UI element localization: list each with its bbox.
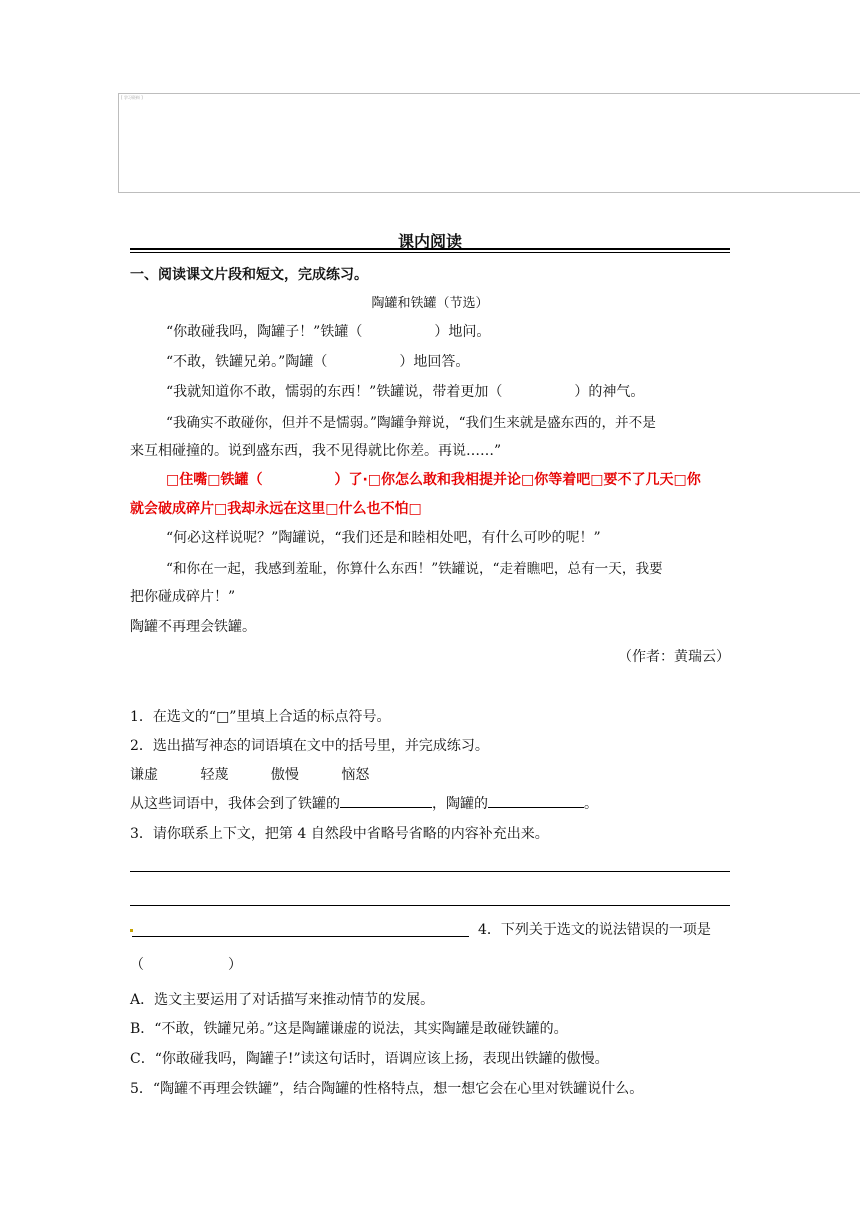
word-choices <box>130 764 730 784</box>
paragraph-1-a: “你敢碰我吗，陶罐子！”铁罐（ <box>166 324 363 340</box>
section-heading: 一、阅读课文片段和短文，完成练习。 <box>130 267 368 283</box>
question-4: 4．下列关于选文的说法错误的一项是 <box>478 922 711 938</box>
answer-blank-2[interactable] <box>488 794 584 808</box>
paragraph-1-b: ）地问。 <box>434 324 491 340</box>
passage-title: 陶罐和铁罐（节选） <box>371 296 489 311</box>
question-5: 5．“陶罐不再理会铁罐”，结合陶罐的性格特点，想一想它会在心里对铁罐说什么。 <box>130 1081 644 1097</box>
paragraph-2 <box>130 351 730 371</box>
question-1: 1．在选文的“□”里填上合适的标点符号。 <box>130 709 391 725</box>
page-title-text: 课内阅读 <box>397 232 462 251</box>
answer-line-3[interactable] <box>132 936 469 937</box>
question-2-fill <box>130 793 730 813</box>
paragraph-3-a: “我就知道你不敢，懦弱的东西！”铁罐说，带着更加（ <box>166 384 503 400</box>
option-b: B．“不敢，铁罐兄弟。”这是陶罐谦虚的说法，其实陶罐是敢碰铁罐的。 <box>130 1021 568 1037</box>
paragraph-7-line-2: 把你碰成碎片！” <box>130 589 236 605</box>
answer-line-1[interactable] <box>130 871 730 872</box>
word-choice: 轻蔑 <box>200 767 229 783</box>
red-paragraph-line-2: 就会破成碎片□我却永远在这里□什么也不怕□ <box>130 501 422 517</box>
paragraph-4-line-1: “我确实不敢碰你，但并不是懦弱。”陶罐争辩说，“我们生来就是盛东西的，并不是 <box>166 415 656 431</box>
author-line: （作者：黄瑞云） <box>618 649 730 665</box>
word-choice: 谦虚 <box>130 767 158 783</box>
paragraph-4-line-2: 来互相碰撞的。说到盛东西，我不见得就比你差。再说……” <box>130 443 502 459</box>
red-paragraph-1a: □住嘴□铁罐（ <box>166 472 263 488</box>
paragraph-2-a: “不敢，铁罐兄弟。”陶罐（ <box>166 354 328 370</box>
marker-dot <box>130 929 133 932</box>
question-2-fill-b: ，陶罐的 <box>432 796 488 812</box>
word-choice: 恼怒 <box>341 767 370 783</box>
question-4-paren[interactable]: （ ） <box>130 957 242 973</box>
header-box <box>118 93 860 193</box>
header-note: [ 学习资料 ] <box>121 95 143 100</box>
question-2-fill-a: 从这些词语中，我体会到了铁罐的 <box>130 796 340 812</box>
answer-blank-1[interactable] <box>340 794 432 808</box>
paragraph-1 <box>130 321 730 341</box>
question-2: 2．选出描写神态的词语填在文中的括号里，并完成练习。 <box>130 738 489 754</box>
red-paragraph-1b: ）了·□你怎么敢和我相提并论□你等着吧□要不了几天□你 <box>334 472 701 488</box>
paragraph-8: 陶罐不再理会铁罐。 <box>130 619 256 635</box>
word-choice: 傲慢 <box>270 767 299 783</box>
question-2-fill-c: 。 <box>584 796 598 812</box>
question-3: 3．请你联系上下文，把第 4 自然段中省略号省略的内容补充出来。 <box>130 826 549 842</box>
paragraph-7-line-1: “和你在一起，我感到羞耻，你算什么东西！”铁罐说，“走着瞧吧，总有一天，我要 <box>166 561 663 577</box>
paragraph-3 <box>130 381 730 401</box>
red-paragraph-line-1 <box>130 469 730 489</box>
answer-line-2[interactable] <box>130 905 730 906</box>
title-rule-thick <box>130 248 730 250</box>
paragraph-2-b: ）地回答。 <box>399 354 470 370</box>
paragraph-6: “何必这样说呢？”陶罐说，“我们还是和睦相处吧，有什么可吵的呢！” <box>166 530 601 546</box>
option-c: C．“你敢碰我吗，陶罐子!”读这句话时，语调应该上扬，表现出铁罐的傲慢。 <box>130 1051 609 1067</box>
option-a: A．选文主要运用了对话描写来推动情节的发展。 <box>130 992 435 1008</box>
paragraph-3-b: ）的神气。 <box>574 384 645 400</box>
title-rule-thin <box>130 252 730 253</box>
